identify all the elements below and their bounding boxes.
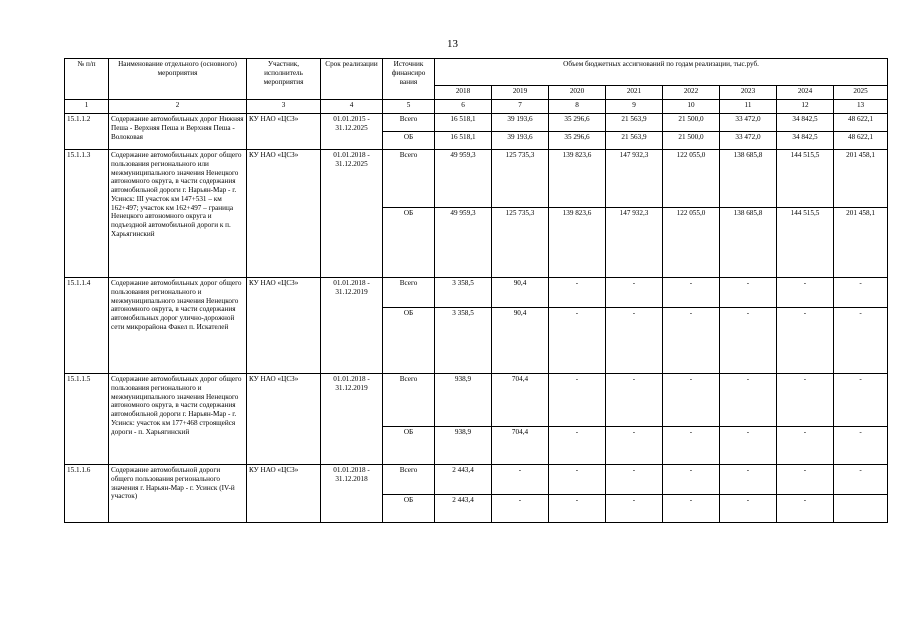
value-cell: - — [777, 495, 834, 523]
year-header: 2024 — [777, 86, 834, 100]
row-participant: КУ НАО «ЦСЗ» — [247, 374, 321, 465]
year-header: 2023 — [720, 86, 777, 100]
value-cell: - — [663, 495, 720, 523]
column-number: 9 — [606, 100, 663, 114]
value-cell: - — [549, 465, 606, 495]
value-cell: 35 296,6 — [549, 132, 606, 150]
value-cell: - — [777, 465, 834, 495]
source-label: Всего — [383, 278, 435, 308]
row-period: 01.01.2018 - 31.12.2019 — [321, 278, 383, 374]
column-number: 1 — [65, 100, 109, 114]
value-cell: - — [720, 374, 777, 427]
column-number: 10 — [663, 100, 720, 114]
source-label: Всего — [383, 465, 435, 495]
row-num: 15.1.1.4 — [65, 278, 109, 374]
value-cell: - — [777, 374, 834, 427]
column-number: 2 — [109, 100, 247, 114]
value-cell: - — [834, 427, 888, 465]
column-number: 8 — [549, 100, 606, 114]
value-cell: - — [606, 495, 663, 523]
table-row — [65, 374, 888, 427]
value-cell: - — [834, 465, 888, 495]
header-volume: Объем бюджетных ассигнований по годам реализации, тыс.руб. — [435, 59, 888, 86]
value-cell: 201 458,1 — [834, 208, 888, 278]
source-label: ОБ — [383, 495, 435, 523]
value-cell: - — [549, 278, 606, 308]
value-cell: - — [606, 308, 663, 374]
value-cell: 49 959,3 — [435, 150, 492, 208]
value-cell: 21 500,0 — [663, 132, 720, 150]
value-cell: 125 735,3 — [492, 208, 549, 278]
row-period: 01.01.2018 - 31.12.2025 — [321, 150, 383, 278]
row-participant: КУ НАО «ЦСЗ» — [247, 278, 321, 374]
row-name: Содержание автомобильной дороги общего пользования регионального значения г. Нарьян-Мар - г. Усинск (IV-й участок) — [109, 465, 247, 523]
value-cell: - — [492, 495, 549, 523]
value-cell: - — [720, 465, 777, 495]
year-header: 2025 — [834, 86, 888, 100]
value-cell: - — [549, 374, 606, 427]
value-cell: - — [777, 278, 834, 308]
value-cell: - — [549, 308, 606, 374]
value-cell: 39 193,6 — [492, 132, 549, 150]
value-cell: 138 685,8 — [720, 150, 777, 208]
value-cell: 704,4 — [492, 427, 549, 465]
header-num: № п/п — [65, 59, 109, 100]
row-name: Содержание автомобильных дорог общего пользования регионального и межмуниципального значения Ненецкого автономного округа, в части содержания автомобильной дороги г. Нарьян-Мар - г. Усинск: участок км 177+468 строящейся дороги - п. Харьягинский — [109, 374, 247, 465]
value-cell: - — [834, 278, 888, 308]
header-participant: Участник, исполнитель мероприятия — [247, 59, 321, 100]
header-row — [65, 59, 888, 86]
value-cell: 3 358,5 — [435, 278, 492, 308]
header-name: Наименование отдельного (основного) мероприятия — [109, 59, 247, 100]
value-cell — [834, 495, 888, 523]
row-participant: КУ НАО «ЦСЗ» — [247, 114, 321, 150]
value-cell: - — [720, 308, 777, 374]
row-period: 01.01.2015 - 31.12.2025 — [321, 114, 383, 150]
header-period: Срок реализации — [321, 59, 383, 100]
value-cell: 16 518,1 — [435, 114, 492, 132]
value-cell: 139 823,6 — [549, 150, 606, 208]
source-label: ОБ — [383, 427, 435, 465]
row-name: Содержание автомобильных дорог общего пользования регионального и межмуниципального значения Ненецкого автономного округа, в части содержания автомобильных дорог улично-дорожной сети микрорайона Факел п. Искателей — [109, 278, 247, 374]
budget-table — [64, 58, 888, 523]
value-cell: 21 563,9 — [606, 132, 663, 150]
value-cell: 938,9 — [435, 374, 492, 427]
value-cell: 21 500,0 — [663, 114, 720, 132]
source-label: Всего — [383, 114, 435, 132]
source-label: ОБ — [383, 208, 435, 278]
source-label: ОБ — [383, 308, 435, 374]
row-num: 15.1.1.3 — [65, 150, 109, 278]
value-cell: - — [549, 495, 606, 523]
year-header: 2022 — [663, 86, 720, 100]
value-cell: - — [720, 495, 777, 523]
value-cell: 34 842,5 — [777, 114, 834, 132]
year-header: 2018 — [435, 86, 492, 100]
value-cell: - — [720, 427, 777, 465]
value-cell: 33 472,0 — [720, 114, 777, 132]
column-number: 5 — [383, 100, 435, 114]
table-row — [65, 114, 888, 132]
value-cell: - — [663, 308, 720, 374]
row-name: Содержание автомобильных дорог общего пользования регионального или межмуниципального значения Ненецкого автономного округа, в части содержания автомобильной дороги г. Нарьян-Мар - г. Усинск: III участок км 147+531 – км 162+497; участок км 162+497 – граница Ненецкого автономного округа и подъездной автомобильной дороги к п. Харьягинский — [109, 150, 247, 278]
source-label: Всего — [383, 150, 435, 208]
value-cell: - — [834, 308, 888, 374]
value-cell: 90,4 — [492, 308, 549, 374]
value-cell: - — [492, 465, 549, 495]
row-num: 15.1.1.2 — [65, 114, 109, 150]
value-cell: 34 842,5 — [777, 132, 834, 150]
value-cell: 48 622,1 — [834, 114, 888, 132]
column-number: 4 — [321, 100, 383, 114]
table-row — [65, 465, 888, 495]
value-cell: 122 055,0 — [663, 208, 720, 278]
value-cell: 122 055,0 — [663, 150, 720, 208]
value-cell: - — [606, 374, 663, 427]
year-header: 2021 — [606, 86, 663, 100]
value-cell: 144 515,5 — [777, 208, 834, 278]
value-cell: 938,9 — [435, 427, 492, 465]
value-cell: 48 622,1 — [834, 132, 888, 150]
column-number: 12 — [777, 100, 834, 114]
row-period: 01.01.2018 - 31.12.2019 — [321, 374, 383, 465]
row-num: 15.1.1.6 — [65, 465, 109, 523]
table-row — [65, 278, 888, 308]
column-number: 11 — [720, 100, 777, 114]
column-number-row — [65, 100, 888, 114]
value-cell: - — [834, 374, 888, 427]
value-cell: 125 735,3 — [492, 150, 549, 208]
value-cell: 3 358,5 — [435, 308, 492, 374]
year-header: 2020 — [549, 86, 606, 100]
value-cell: - — [663, 278, 720, 308]
row-num: 15.1.1.5 — [65, 374, 109, 465]
value-cell: - — [606, 465, 663, 495]
header-source: Источник финансиро вания — [383, 59, 435, 100]
value-cell: 704,4 — [492, 374, 549, 427]
value-cell: 16 518,1 — [435, 132, 492, 150]
value-cell: - — [606, 427, 663, 465]
row-name: Содержание автомобильных дорог Нижняя Пеша - Верхняя Пеша и Верхняя Пеша - Волоковая — [109, 114, 247, 150]
value-cell: 90,4 — [492, 278, 549, 308]
value-cell: 2 443,4 — [435, 465, 492, 495]
value-cell: - — [663, 465, 720, 495]
value-cell: 201 458,1 — [834, 150, 888, 208]
column-number: 13 — [834, 100, 888, 114]
value-cell: 138 685,8 — [720, 208, 777, 278]
value-cell: 139 823,6 — [549, 208, 606, 278]
source-label: ОБ — [383, 132, 435, 150]
value-cell: 39 193,6 — [492, 114, 549, 132]
value-cell: 49 959,3 — [435, 208, 492, 278]
value-cell: 2 443,4 — [435, 495, 492, 523]
value-cell: - — [606, 278, 663, 308]
value-cell: 33 472,0 — [720, 132, 777, 150]
column-number: 6 — [435, 100, 492, 114]
column-number: 3 — [247, 100, 321, 114]
row-period: 01.01.2018 - 31.12.2018 — [321, 465, 383, 523]
table-row — [65, 150, 888, 208]
column-number: 7 — [492, 100, 549, 114]
value-cell: - — [549, 427, 606, 465]
row-participant: КУ НАО «ЦСЗ» — [247, 150, 321, 278]
year-header: 2019 — [492, 86, 549, 100]
value-cell: 35 296,6 — [549, 114, 606, 132]
page-number: 13 — [447, 38, 458, 50]
value-cell: - — [663, 427, 720, 465]
value-cell: 147 932,3 — [606, 150, 663, 208]
source-label: Всего — [383, 374, 435, 427]
value-cell: - — [777, 427, 834, 465]
row-participant: КУ НАО «ЦСЗ» — [247, 465, 321, 523]
value-cell: 147 932,3 — [606, 208, 663, 278]
value-cell: 21 563,9 — [606, 114, 663, 132]
value-cell: - — [720, 278, 777, 308]
value-cell: 144 515,5 — [777, 150, 834, 208]
value-cell: - — [777, 308, 834, 374]
value-cell: - — [663, 374, 720, 427]
